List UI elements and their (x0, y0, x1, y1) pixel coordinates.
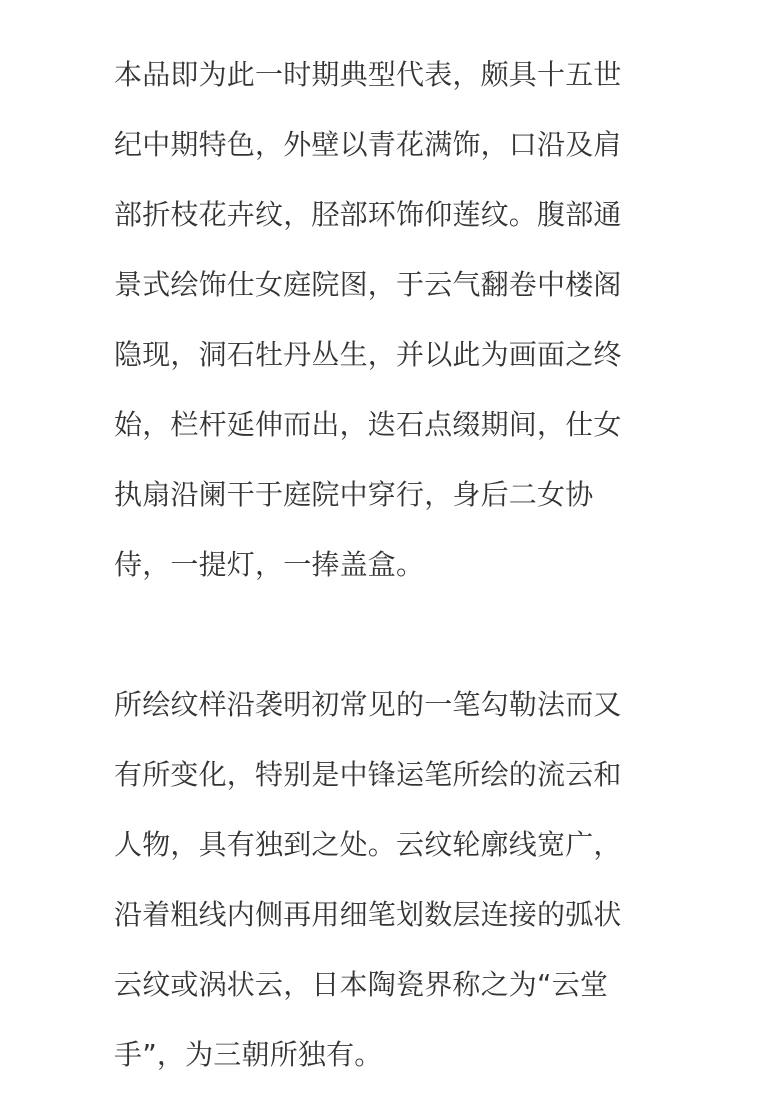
text-line: 景式绘饰仕女庭院图，于云气翻卷中楼阁 (114, 268, 622, 301)
article-body (114, 40, 654, 1090)
text-line: 有所变化，特别是中锋运笔所绘的流云和 (114, 758, 622, 791)
text-line: 所绘纹样沿袭明初常见的一笔勾勒法而又 (114, 688, 622, 721)
text-line: 手”，为三朝所独有。 (114, 1038, 383, 1071)
text-line: 始，栏杆延伸而出，迭石点缀期间，仕女 (114, 408, 622, 441)
text-line: 人物，具有独到之处。云纹轮廓线宽广， (114, 828, 622, 861)
text-line: 侍，一提灯，一捧盖盒。 (114, 548, 425, 581)
text-line: 纪中期特色，外壁以青花满饰，口沿及肩 (114, 128, 622, 161)
text-line: 本品即为此一时期典型代表，颇具十五世 (114, 58, 622, 91)
text-line: 部折枝花卉纹，胫部环饰仰莲纹。腹部通 (114, 198, 622, 231)
text-line: 执扇沿阑干于庭院中穿行，身后二女协 (114, 478, 594, 511)
paragraph-1 (114, 40, 654, 600)
paragraph-2 (114, 670, 654, 1090)
text-line: 沿着粗线内侧再用细笔划数层连接的弧状 (114, 898, 622, 931)
text-line: 云纹或涡状云，日本陶瓷界称之为“云堂 (114, 968, 609, 1001)
text-line: 隐现，洞石牡丹丛生，并以此为画面之终 (114, 338, 622, 371)
